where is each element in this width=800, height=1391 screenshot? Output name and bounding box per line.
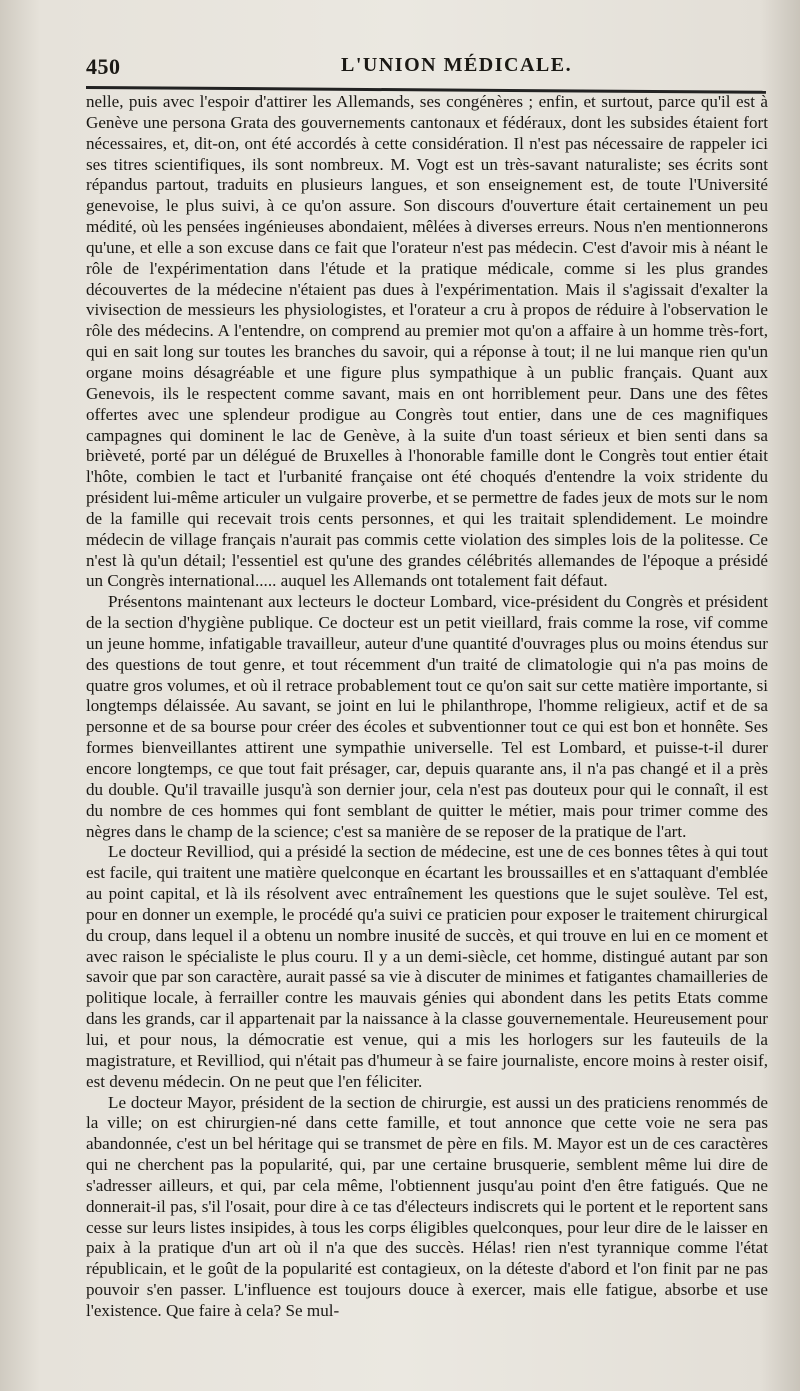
paragraph-1: nelle, puis avec l'espoir d'attirer les Allemands, ses congénères ; enfin, et surtout, parce qu'il est à Genève une persona Grata des gouvernements cantonaux et fédéraux, dont les subsides étaient fort nécessaires, et, dit-on, ont été accordés à cette considération. Il n'est pas nécessaire de rappeler ici ses titres scientifiques, ils sont nombreux. M. Vogt est un très-savant naturaliste; ses écrits sont répandus partout, traduits en plusieurs langues, et son enseignement est, de toute l'Université genevoise, le plus suivi, à ce qu'on assure. Son discours d'ouverture était certainement un peu médité, où les pensées ingénieuses abondaient, mêlées à diverses erreurs. Nous n'en mentionnerons qu'une, et elle a son excuse dans ce fait que l'orateur n'est pas médecin. C'est d'avoir mis à néant le rôle de l'expérimentation dans l'étude et la pratique médicale, comme si les plus grandes découvertes de la médecine n'étaient pas dues à l'expérimentation. Mais il s'agissait d'exalter la vivisection de messieurs les physiologistes, et l'orateur a cru à propos de réduire à l'observation le rôle des médecins. A l'entendre, on comprend au premier mot qu'on a affaire à un homme très-fort, qui en sait long sur toutes les branches du savoir, qui a réponse à tout; il ne lui manque rien qu'un organe moins désagréable et une figure plus sympathique à un public français. Quant aux Genevois, ils le respectent comme savant, mais en ont horriblement peur. Dans une des fêtes offertes avec une splendeur prodigue au Congrès tout entier, dans une de ces magnifiques campagnes qui dominent le lac de Genève, à la suite d'un toast sérieux et bien senti dans sa brièveté, porté par un délégué de Bruxelles à l'honorable famille dont le Congrès tout entier était l'hôte, combien le tact et l'urbanité française ont été choqués d'entendre la voix stridente du président lui-même articuler un vulgaire proverbe, et se permettre de fades jeux de mots sur le nom de la famille qui recevait trois cents personnes, et qui les traitait splendidement. Le moindre médecin de village français n'aurait pas commis cette violation des simples lois de la politesse. Ce n'est là qu'un détail; l'essentiel est qu'une des grandes célébrités allemandes de l'époque a présidé un Congrès international..... auquel les Allemands ont totalement fait défaut. xyxy=(86,92,768,591)
paragraph-3: Le docteur Revilliod, qui a présidé la section de médecine, est une de ces bonnes têtes à qui tout est facile, qui traitent une matière quelconque en écartant les broussailles et en s'attaquant d'emblée au point capital, et là ils résolvent avec entraînement les questions que le sujet soulève. Tel est, pour en donner un exemple, le procédé qu'a suivi ce praticien pour exposer le traitement chirurgical du croup, dans lequel il a obtenu un nombre inusité de succès, et qui trouve en lui en ce moment et avec raison le spécialiste le plus couru. Il y a un demi-siècle, cet homme, distingué autant par son savoir que par son caractère, aurait passé sa vie à discuter de minimes et fatigantes chamailleries de politique locale, à ferrailler contre les mauvais génies qui abondent dans les petits Etats comme dans les grands, car il appartenait par la naissance à la classe gouvernementale. Heureusement pour lui, et pour nous, la démocratie est venue, qui a mis les horlogers sur les fauteuils de la magistrature, et Revilliod, qui n'était pas d'humeur à se faire journaliste, encore moins à rester oisif, est devenu médecin. On ne peut que l'en féliciter. xyxy=(86,842,768,1091)
page-header xyxy=(86,48,786,88)
page-number: 450 xyxy=(86,54,121,79)
running-title: L'UNION MÉDICALE. xyxy=(341,54,573,76)
paragraph-2: Présentons maintenant aux lecteurs le docteur Lombard, vice-président du Congrès et président de la section d'hygiène publique. Ce docteur est un petit vieillard, frais comme la rose, vif comme un jeune homme, infatigable travailleur, auteur d'une quantité d'ouvrages plus ou moins étendus sur des questions de tout genre, et tout récemment d'un traité de climatologie qui n'a pas moins de quatre gros volumes, et où il retrace probablement tout ce qu'on sait sur cette matière importante, si longtemps délaissée. Au savant, se joint en lui le philanthrope, l'homme religieux, actif et de sa personne et de sa bourse pour créer des écoles et subventionner tout ce qui est bon et honnête. Ses formes bienveillantes attirent une sympathie universelle. Tel est Lombard, et puisse-t-il durer encore longtemps, ce que tout fait présager, car, depuis quarante ans, il n'a pas changé et il a près du double. Qu'il travaille jusqu'à son dernier jour, cela n'est pas douteux pour qui le connaît, il est du nombre de ces hommes qui font semblant de quitter le métier, mais pour trimer comme des nègres dans le champ de la science; c'est sa manière de se reposer de la pratique de l'art. xyxy=(86,592,768,841)
article-body xyxy=(86,92,768,1322)
paragraph-4: Le docteur Mayor, président de la section de chirurgie, est aussi un des praticiens renommés de la ville; on est chirurgien-né dans cette famille, et tout annonce que cette voie ne sera pas abandonnée, c'est un bel héritage qui se transmet de père en fils. M. Mayor est un de ces caractères qui ne cherchent pas la popularité, qui, par une certaine brusquerie, semblent même lui dire de s'adresser ailleurs, et qui, par cela même, l'obtiennent jusqu'au point d'en être fatigués. Que ne donnerait-il pas, s'il l'osait, pour dire à ce tas d'électeurs indiscrets qui le portent et le reportent sans cesse sur leurs listes insipides, à tous les corps éligibles quelconques, pour leur dire de le laisser en paix à la pratique d'un art où il n'a que des succès. Hélas! rien n'est tyrannique comme l'état républicain, et le goût de la popularité est contagieux, on la déteste d'abord et l'on finit par ne pas pouvoir s'en passer. L'influence est toujours douce à exercer, mais elle fatigue, absorbe et use l'existence. Que faire à cela? Se mul- xyxy=(86,1092,768,1320)
